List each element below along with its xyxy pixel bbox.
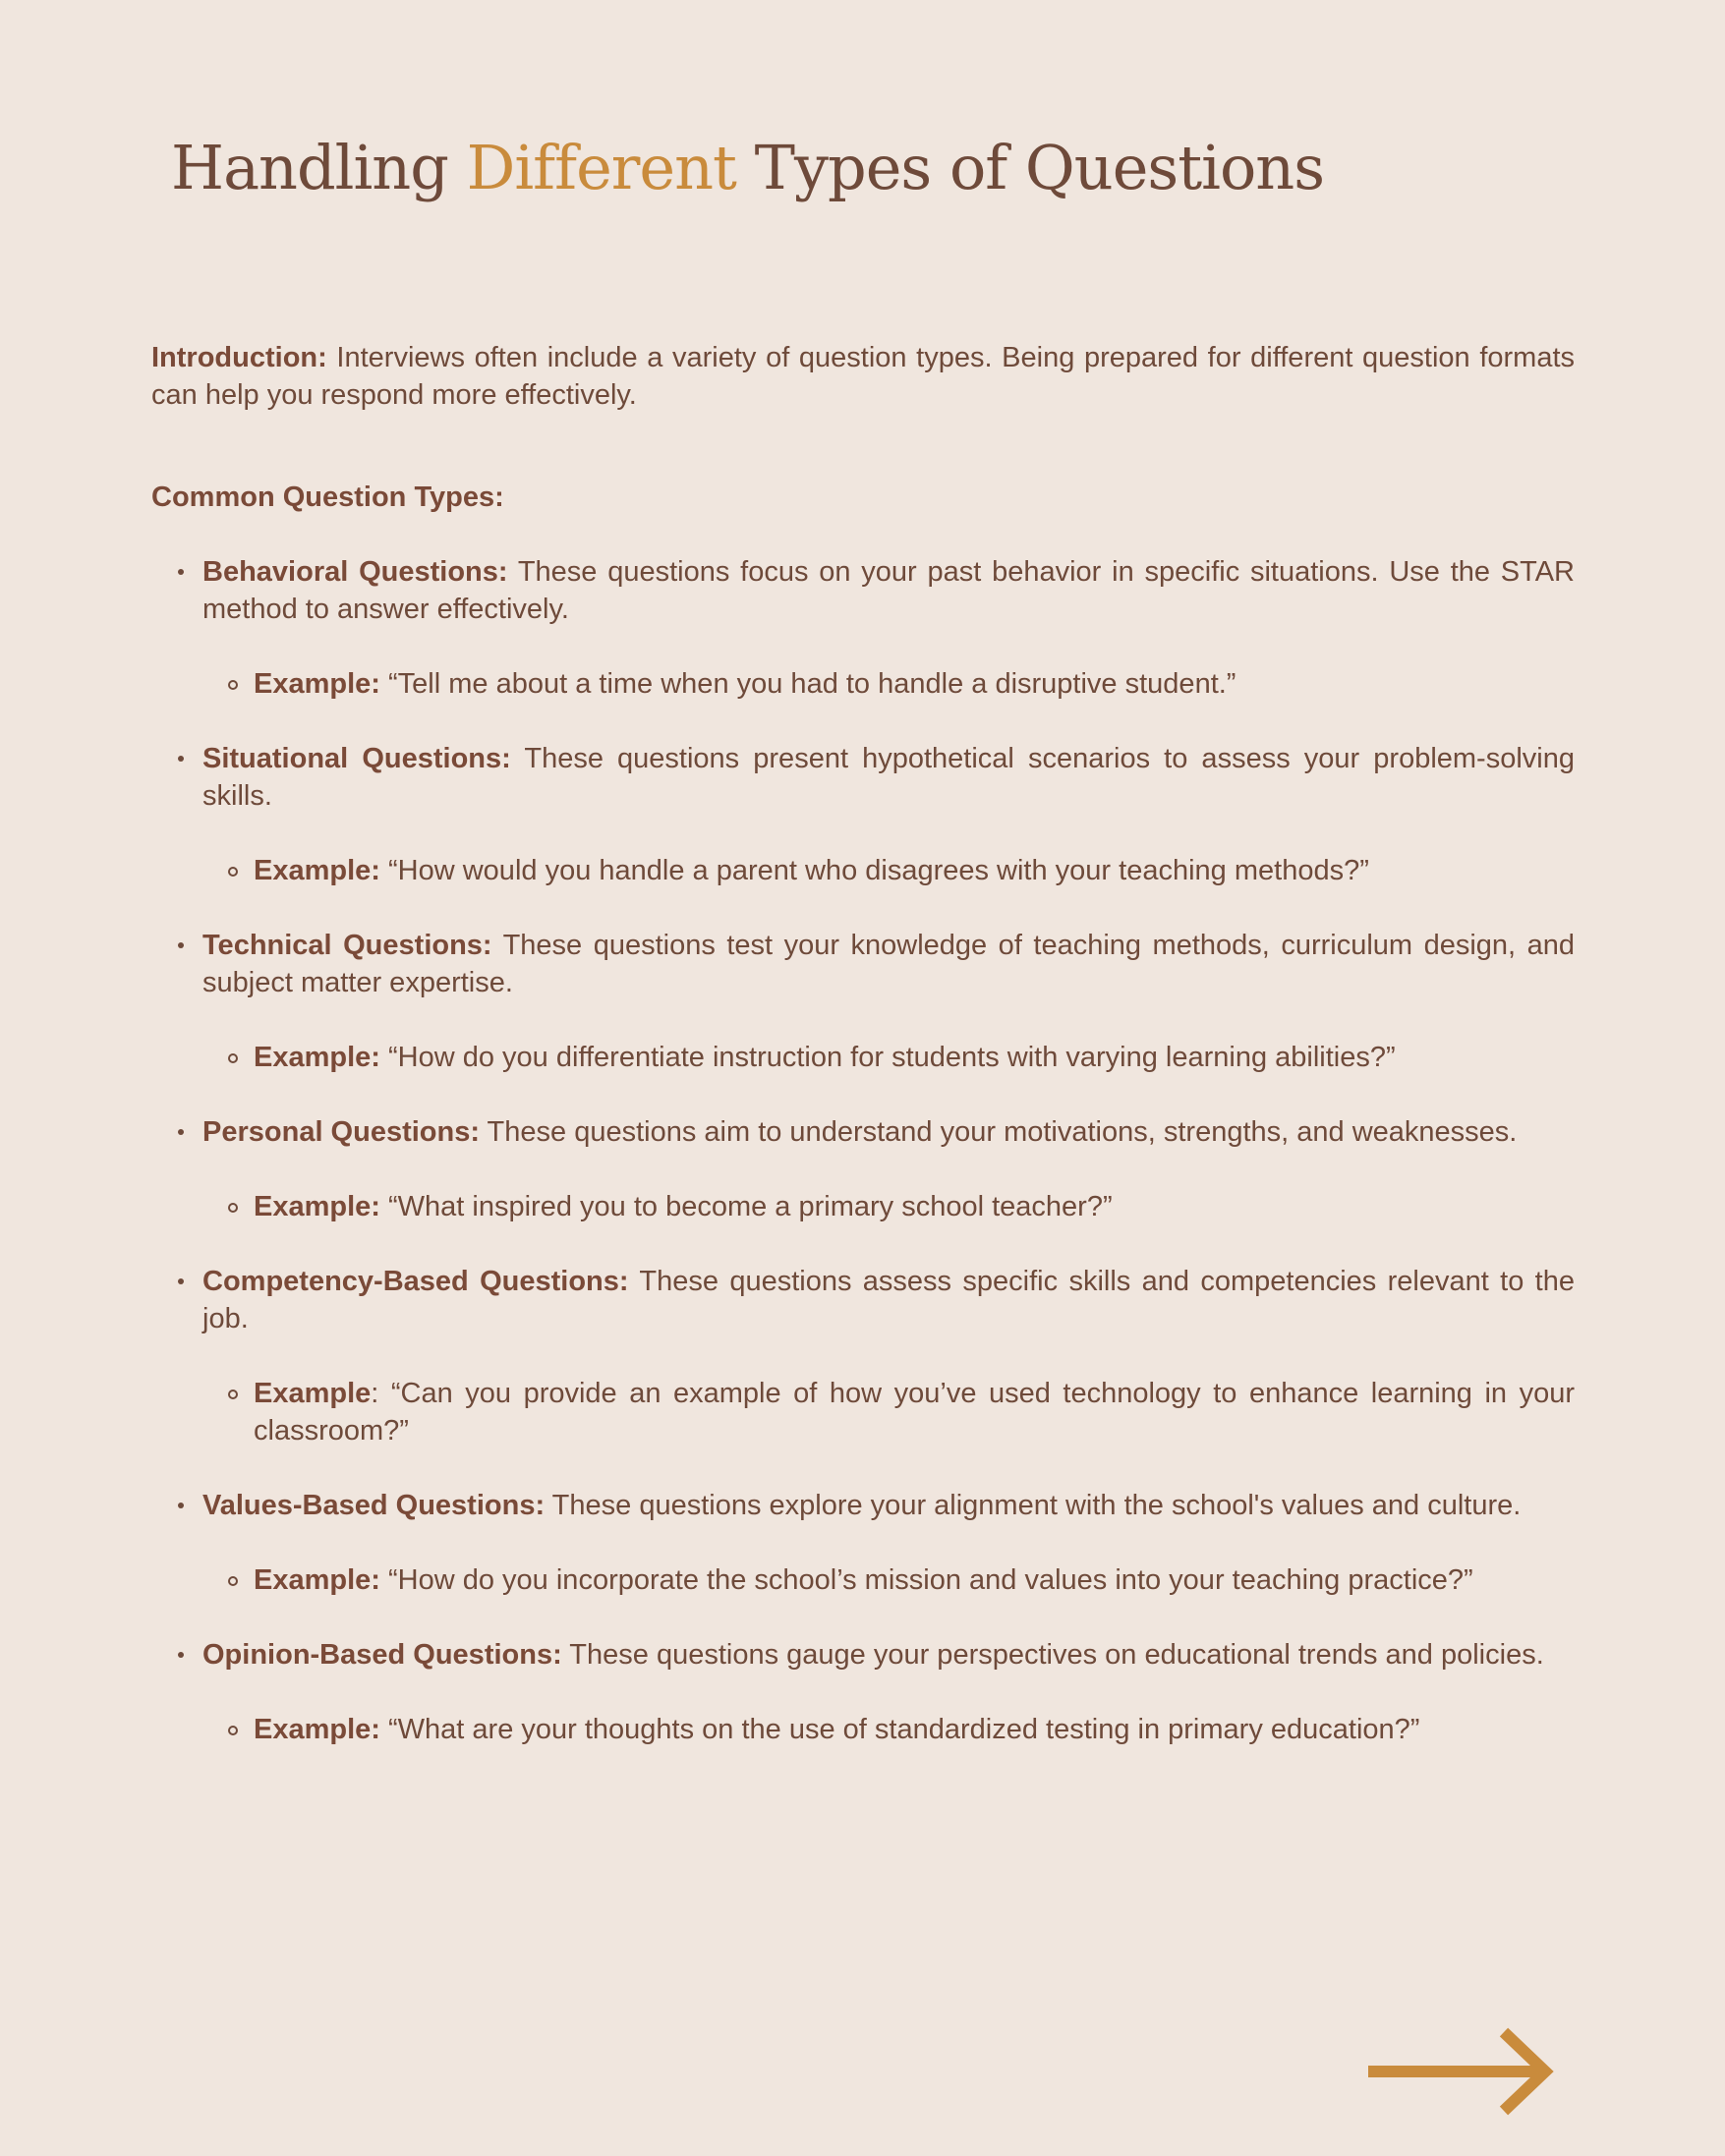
page-title xyxy=(171,132,1324,204)
question-type-name: Behavioral Questions: xyxy=(202,556,508,588)
example-text: “Tell me about a time when you had to handle a disruptive student.” xyxy=(379,668,1236,700)
main-content xyxy=(151,339,1575,1786)
introduction-paragraph xyxy=(151,339,1575,414)
example-label: Example: xyxy=(254,668,380,700)
example-list xyxy=(202,852,1575,889)
question-type-description: These questions test your knowledge of teaching methods, curriculum design, and subject matter expertise. xyxy=(202,930,1575,998)
example-item xyxy=(202,1375,1575,1449)
example-item xyxy=(202,1188,1575,1225)
question-type-name: Situational Questions: xyxy=(202,743,511,774)
example-item xyxy=(202,1039,1575,1076)
introduction-text: Interviews often include a variety of question types. Being prepared for different question formats can help you respond more effectively. xyxy=(151,342,1575,411)
example-list xyxy=(202,1188,1575,1225)
question-type-item xyxy=(151,1636,1575,1748)
example-text: : “Can you provide an example of how you’ve used technology to enhance learning in your classroom?” xyxy=(254,1378,1575,1447)
question-type-item xyxy=(151,553,1575,703)
question-type-name: Competency-Based Questions: xyxy=(202,1266,629,1297)
example-label: Example: xyxy=(254,1042,380,1073)
example-text: “How would you handle a parent who disagrees with your teaching methods?” xyxy=(379,855,1369,886)
question-type-item xyxy=(151,927,1575,1076)
title-accent: Different xyxy=(466,132,736,203)
question-type-description: These questions explore your alignment with the school's values and culture. xyxy=(545,1490,1522,1521)
example-item xyxy=(202,1711,1575,1748)
question-type-item xyxy=(151,740,1575,889)
question-types-list xyxy=(151,553,1575,1748)
question-type-description: These questions assess specific skills and competencies relevant to the job. xyxy=(202,1266,1575,1334)
question-type-name: Technical Questions: xyxy=(202,930,492,961)
example-label: Example: xyxy=(254,1714,380,1745)
example-item xyxy=(202,1561,1575,1599)
example-label: Example: xyxy=(254,1191,380,1222)
question-type-description: These questions aim to understand your motivations, strengths, and weaknesses. xyxy=(480,1116,1518,1148)
arrow-right-icon[interactable] xyxy=(1366,2026,1555,2117)
question-type-name: Values-Based Questions: xyxy=(202,1490,546,1521)
introduction-label: Introduction: xyxy=(151,342,327,373)
example-item xyxy=(202,852,1575,889)
example-list xyxy=(202,1375,1575,1449)
title-part-1: Handling xyxy=(171,132,467,203)
question-type-description: These questions focus on your past behavior in specific situations. Use the STAR method to answer effectively. xyxy=(202,556,1575,625)
question-type-name: Opinion-Based Questions: xyxy=(202,1639,562,1671)
example-label: Example xyxy=(254,1378,372,1409)
example-label: Example: xyxy=(254,855,380,886)
example-list xyxy=(202,1039,1575,1076)
section-heading: Common Question Types: xyxy=(151,482,504,513)
example-text: “How do you differentiate instruction for students with varying learning abilities?” xyxy=(379,1042,1396,1073)
example-text: “What inspired you to become a primary school teacher?” xyxy=(379,1191,1113,1222)
title-part-2: Types of Questions xyxy=(735,132,1325,203)
question-type-description: These questions present hypothetical scenarios to assess your problem-solving skills. xyxy=(202,743,1575,812)
question-type-item xyxy=(151,1263,1575,1449)
example-item xyxy=(202,665,1575,703)
question-type-item xyxy=(151,1113,1575,1225)
example-list xyxy=(202,665,1575,703)
example-label: Example: xyxy=(254,1564,380,1596)
question-type-item xyxy=(151,1487,1575,1599)
example-list xyxy=(202,1561,1575,1599)
example-text: “How do you incorporate the school’s mission and values into your teaching practice?” xyxy=(379,1564,1473,1596)
example-text: “What are your thoughts on the use of standardized testing in primary education?” xyxy=(379,1714,1420,1745)
example-list xyxy=(202,1711,1575,1748)
question-type-name: Personal Questions: xyxy=(202,1116,481,1148)
question-type-description: These questions gauge your perspectives on educational trends and policies. xyxy=(561,1639,1544,1671)
